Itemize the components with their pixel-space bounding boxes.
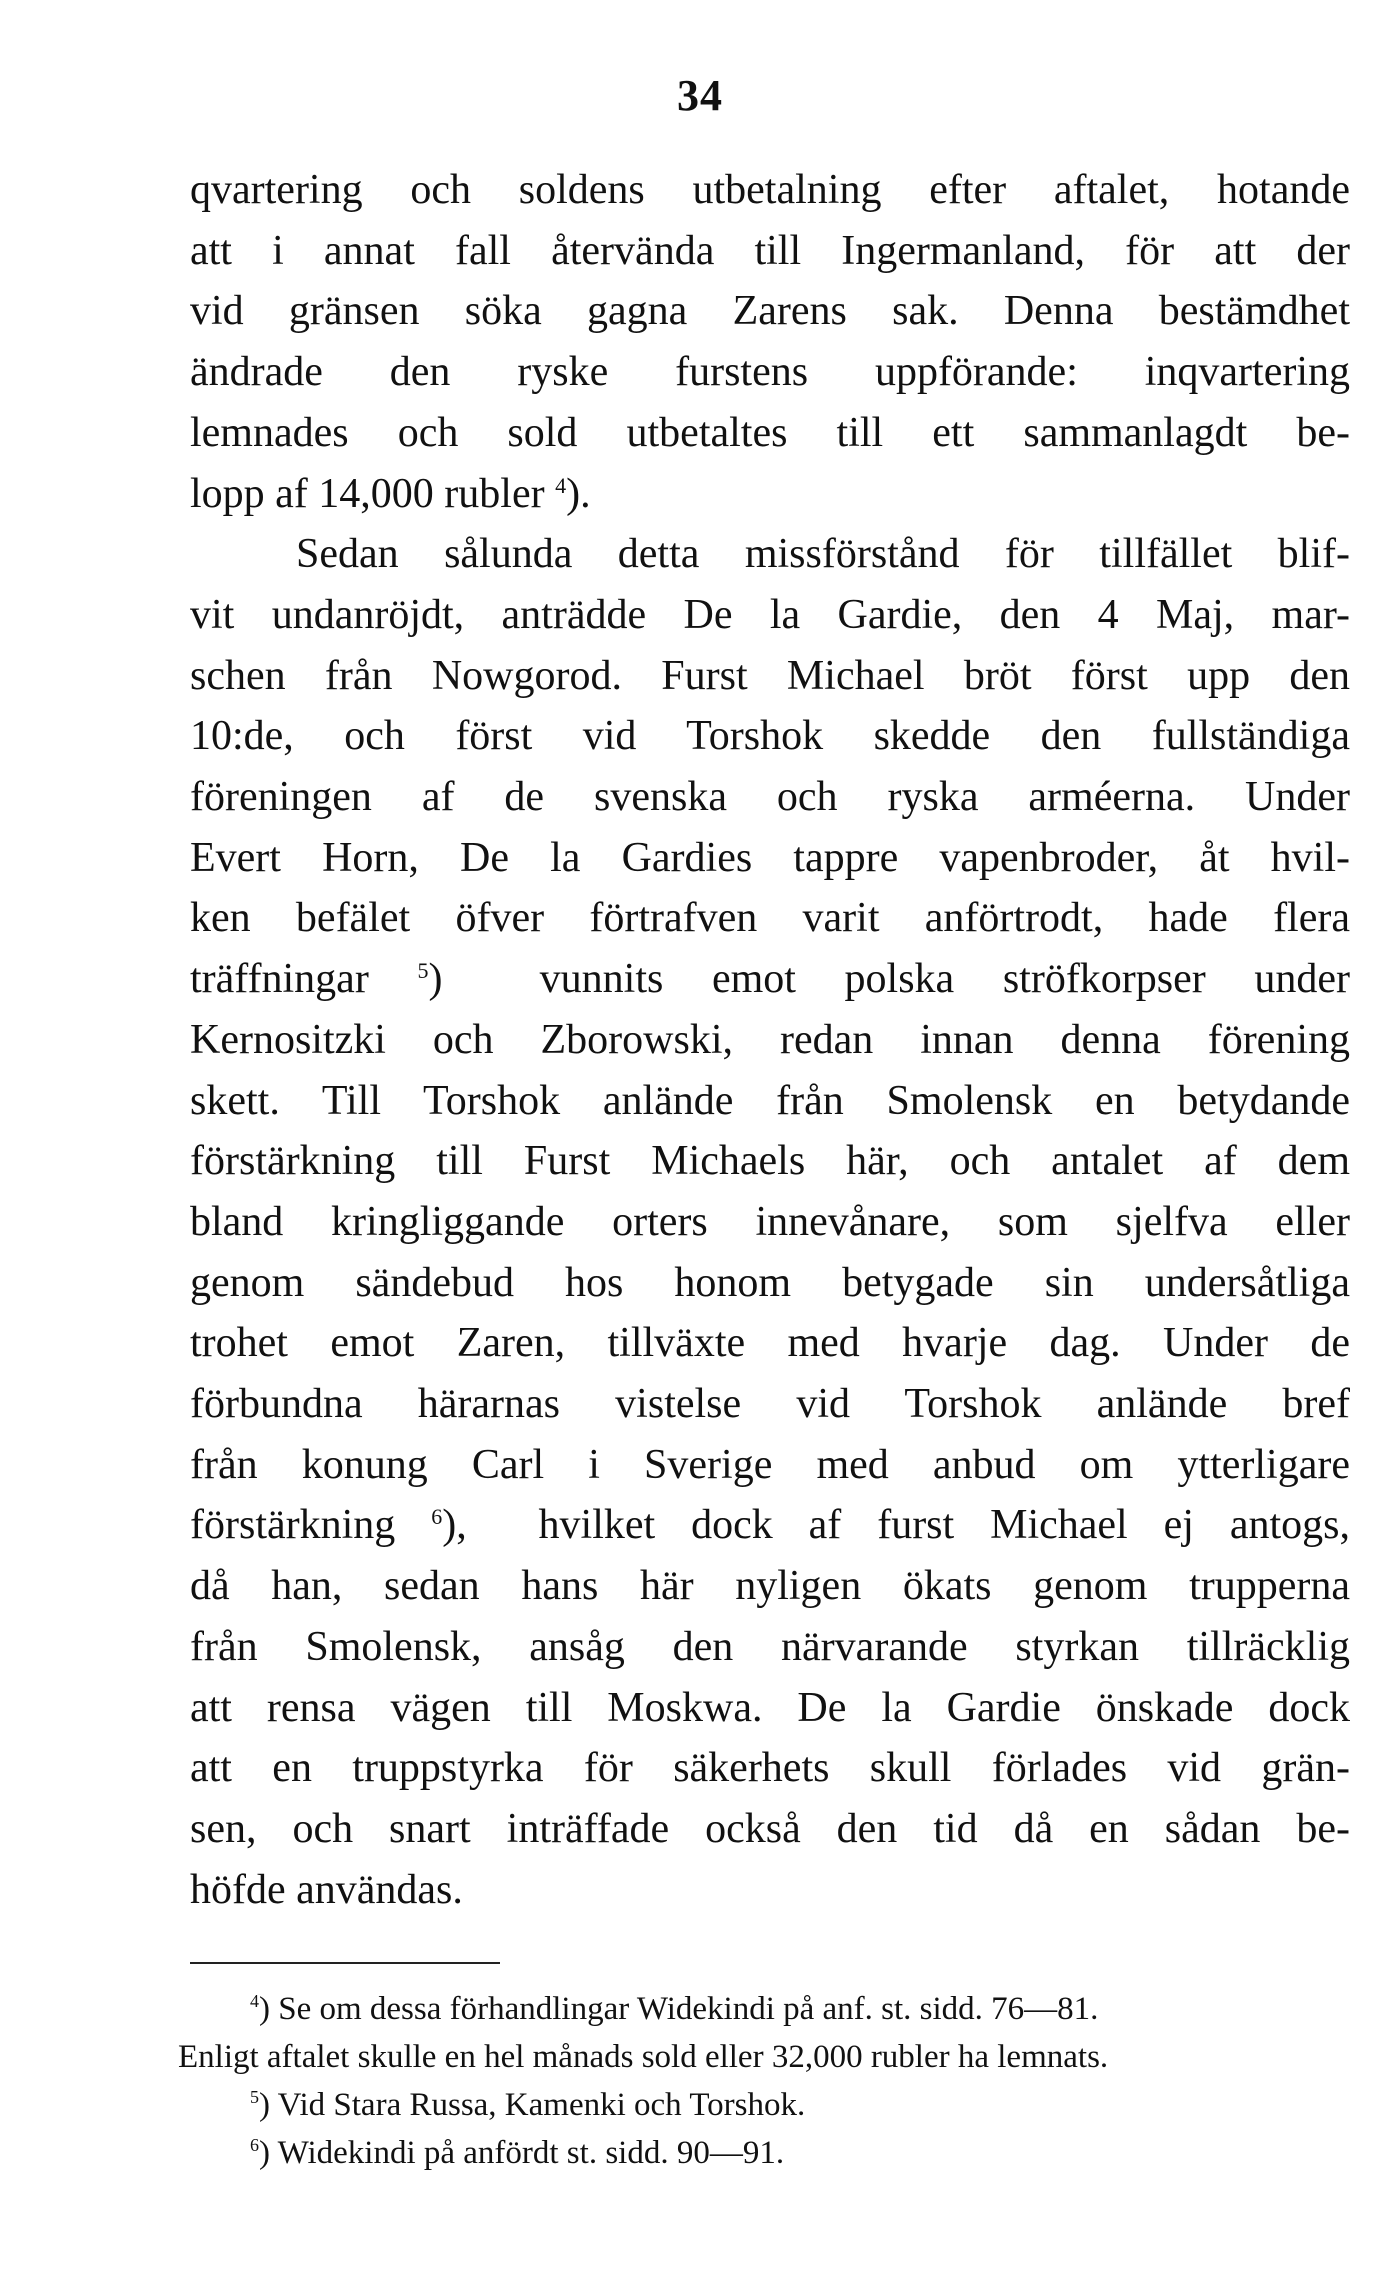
footnote-ref-6: 6 — [431, 1504, 443, 1530]
text-line: vit undanröjdt, anträdde De la Gardie, den 4 Maj, mar- — [190, 591, 1350, 638]
footnote-marker: 6 — [250, 2135, 259, 2155]
text-line: Evert Horn, De la Gardies tappre vapenbroder, åt hvil- — [190, 834, 1350, 881]
footnote-5 — [178, 2081, 1353, 2129]
footnote-text: ) Vid Stara Russa, Kamenki och Torshok. — [259, 2087, 806, 2123]
text-line: lemnades och sold utbetaltes till ett sammanlagdt be- — [190, 409, 1350, 456]
text-line: att i annat fall återvända till Ingermanland, för att der — [190, 227, 1350, 274]
text-fragment: träffningar — [190, 956, 369, 1003]
text-line: bland kringliggande orters innevånare, som sjelfva eller — [190, 1198, 1350, 1245]
footnote-4-continuation: Enligt aftalet skulle en hel månads sold eller 32,000 rubler ha lemnats. — [178, 2039, 1109, 2075]
footnote-text: ) Widekindi på anfördt st. sidd. 90—91. — [259, 2135, 785, 2171]
text-line: från Smolensk, ansåg den närvarande styrkan tillräcklig — [190, 1623, 1350, 1670]
text-fragment: förstärkning — [190, 1502, 396, 1549]
footnote-ref-5: 5 — [417, 958, 429, 984]
footnote-4 — [178, 1985, 1353, 2033]
text-line: ken befälet öfver förtrafven varit anförtrodt, hade flera — [190, 895, 1350, 942]
text-fragment: vunnits emot polska ströfkorpser under — [539, 956, 1351, 1003]
text-line: sen, och snart inträffade också den tid då en sådan be- — [190, 1805, 1350, 1852]
footnotes — [178, 1985, 1353, 2177]
text-line: att en truppstyrka för säkerhets skull förlades vid grän- — [190, 1745, 1350, 1792]
text-line: förbundna härarnas vistelse vid Torshok anlände bref — [190, 1381, 1350, 1428]
footnote-ref-4: 4 — [555, 472, 567, 498]
text-line: genom sändebud hos honom betygade sin undersåtliga — [190, 1259, 1350, 1306]
text-line: qvartering och soldens utbetalning efter aftalet, hotande — [190, 167, 1350, 213]
text-line — [190, 464, 1350, 525]
text-line: Kernositzki och Zborowski, redan innan denna förening — [190, 1016, 1350, 1063]
text-line: förstärkning $^6$), hvilket dock af furst Michael ej antogs, — [190, 1502, 1351, 1549]
text-fragment: lopp af 14,000 rubler — [190, 470, 545, 517]
text-fragment: hvilket dock af furst Michael ej antogs, — [538, 1502, 1351, 1549]
text-line: trohet emot Zaren, tillväxte med hvarje dag. Under de — [190, 1320, 1350, 1367]
text-line: Sedan sålunda detta missförstånd för tillfället blif- — [296, 531, 1350, 578]
text-line: föreningen af de svenska och ryska arméerna. Under — [190, 774, 1350, 821]
text-line: vid gränsen söka gagna Zarens sak. Denna bestämdhet — [190, 288, 1350, 335]
page-number: 34 — [677, 71, 723, 120]
footnote-marker: 5 — [250, 2087, 259, 2107]
text-line: från konung Carl i Sverige med anbud om ytterligare — [190, 1441, 1350, 1488]
footnote-divider — [190, 1962, 500, 1964]
text-line: träffningar $^5$) vunnits emot polska ströfkorpser under — [190, 956, 1351, 1003]
text-fragment: ). — [566, 470, 591, 517]
footnote-text: ) Se om dessa förhandlingar Widekindi på anf. st. sidd. 76—81. — [259, 1991, 1099, 2027]
footnote-marker: 4 — [250, 1991, 259, 2011]
text-line: höfde användas. — [190, 1866, 463, 1913]
footnote-6 — [178, 2129, 1353, 2177]
text-line: schen från Nowgorod. Furst Michael bröt först upp den — [190, 652, 1350, 699]
main-text — [190, 160, 1350, 1920]
text-line: skett. Till Torshok anlände från Smolensk en betydande — [190, 1077, 1350, 1124]
text-line: att rensa vägen till Moskwa. De la Gardie önskade dock — [190, 1684, 1350, 1731]
text-line: då han, sedan hans här nyligen ökats genom trupperna — [190, 1563, 1350, 1610]
text-line: ändrade den ryske furstens uppförande: inqvartering — [190, 349, 1350, 396]
text-line: 10:de, och först vid Torshok skedde den fullständiga — [190, 713, 1350, 760]
text-line: förstärkning till Furst Michaels här, och antalet af dem — [190, 1138, 1350, 1185]
